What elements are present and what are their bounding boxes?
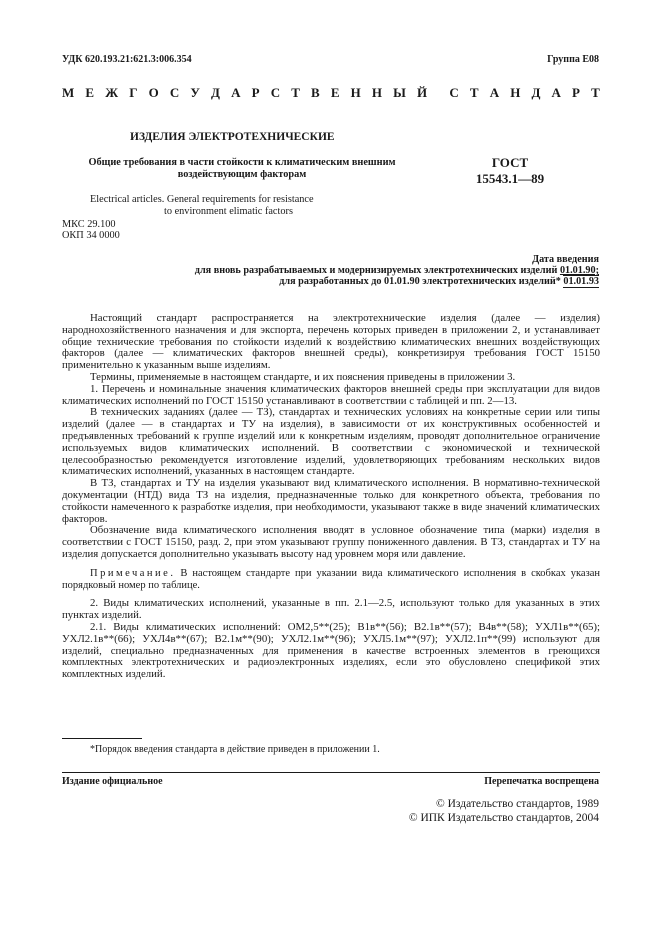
document-subtitle [62, 157, 422, 181]
intro-line-2-text: для разработанных до 01.01.90 электротехнических изделий* [279, 276, 564, 287]
note-label: Примечание. [90, 567, 176, 579]
heading-letter: В [311, 85, 320, 100]
body-paragraph: Термины, применяемые в настоящем стандарте, и их пояснения приведены в приложении 3. [90, 370, 516, 383]
body-paragraph: 2. Виды климатических исполнений, указанные в пп. 2.1—2.5, используют только для указанных в этих пунктах изделий. [62, 597, 600, 622]
heading-letter: М [62, 85, 75, 100]
heading-letter: А [551, 85, 561, 100]
introduction-dates [79, 254, 599, 287]
udk-code: УДК 620.193.21:621.3:006.354 [62, 54, 192, 65]
english-title [90, 194, 314, 218]
note-text: В настоящем стандарте при указании вида климатического исполнения в скобках указан порядковый номер по таблице. [62, 567, 600, 591]
heading-letter: С [270, 85, 281, 100]
heading-letter: О [148, 85, 159, 100]
heading-letter: Т [291, 85, 300, 100]
heading-letter: Т [469, 85, 479, 100]
intro-date-line-1 [79, 265, 599, 276]
document-body [62, 313, 600, 681]
heading-letter: А [489, 85, 500, 100]
heading-letter: Н [510, 85, 521, 100]
body-paragraph: Обозначение вида климатического исполнения вводят в условное обозначение типа (марки) изделия в соответствии с ГОСТ 15150, разд. 2, при этом указывают группу пониженного давления. В ТЗ, стандартах и ТУ на изделия допускается дополнительно указывать высоту над уровнем моря или давление. [62, 524, 600, 560]
standard-type-heading [62, 85, 600, 101]
reprint-prohibited-label: Перепечатка воспрещена [484, 776, 599, 787]
note-paragraph [62, 568, 600, 592]
heading-letter: Е [85, 85, 95, 100]
heading-letter: С [169, 85, 180, 100]
english-title-line-2: to environment elimatic factors [164, 206, 293, 217]
body-paragraph: В ТЗ, стандартах и ТУ на изделия указывают вид климатического исполнения. В нормативно-технической документации (НТД) вида ТЗ на изделия, предназначенные только для конкретного объекта, требования по стойкости намеченного к разработке изделия, при необходимости, указывают также в виде значений климатических факторов. [62, 477, 600, 525]
heading-letter: Г [129, 85, 138, 100]
heading-letter: Т [591, 85, 600, 100]
group-code: Группа Е08 [547, 54, 599, 65]
heading-letter: Д [211, 85, 220, 100]
heading-letter: Й [417, 85, 428, 100]
footnote-divider [62, 738, 142, 739]
classification-codes [62, 219, 120, 241]
intro-date-line-2 [79, 276, 599, 287]
heading-letter: Е [330, 85, 340, 100]
body-paragraph: В технических заданиях (далее — ТЗ), стандартах и технических условиях на конкретные серии или типы изделий (далее — в стандартах и ТУ на изделия), в зависимости от их конструктивных особенностей и предъявленных требований к группе изделий или к конкретным изделиям, проводят дополнительное ограничение используемых видов климатических исполнений. В соответствии с экономической и технической целесообразностью рекомендуется изготовление изделий, удовлетворяющих требованиям нескольких видов климатических исполнений, указанных в настоящем стандарте. [62, 406, 600, 478]
body-paragraph: Настоящий стандарт распространяется на электротехнические изделия (далее — изделия) народнохозяйственного назначения и для экспорта, перечень которых приведен в приложении 2, и устанавливает общие технические требования по стойкости изделий к воздействию климатических внешних воздействующих факторов (далее — климатических факторов внешней среды), конкретизируя требования ГОСТ 15150 применительно к указанным выше изделиям. [62, 312, 600, 372]
intro-line-1-text: для вновь разрабатываемых и модернизируемых электротехнических изделий [194, 265, 560, 276]
gost-designation [460, 155, 560, 187]
subtitle-line-2: воздействующим факторам [177, 169, 307, 180]
heading-letter: А [231, 85, 241, 100]
heading-letter: Д [531, 85, 541, 100]
official-edition-label: Издание официальное [62, 776, 163, 787]
footnote: *Порядок введения стандарта в действие приведен в приложении 1. [90, 744, 380, 755]
heading-letter: Ы [393, 85, 406, 100]
body-paragraph: 1. Перечень и номинальные значения климатических факторов внешней среды при эксплуатации для видов климатических исполнений по ГОСТ 15150 устанавливают в соответствии с таблицей и пп. 2—13. [62, 382, 600, 407]
body-paragraph: 2.1. Виды климатических исполнений: ОМ2,5**(25); В1в**(56); В2.1в**(57); В4в**(58); УХЛ1в**(65); УХЛ2.1в**(66); УХЛ4в**(67); В2.1м**(90); УХЛ2.1м**(96); УХЛ5.1м**(97); УХЛ2.1п**(99) используют для изделий, специально предназначенных для применения в качестве встроенных элементов в греющихся комплектных электротехнических и радиоэлектронных изделиях, если это обусловлено спецификой этих комплектных изделий. [62, 620, 600, 681]
intro-line-1-date: 01.01.90; [559, 265, 599, 276]
heading-letter: У [190, 85, 200, 100]
document-title: ИЗДЕЛИЯ ЭЛЕКТРОТЕХНИЧЕСКИЕ [130, 131, 335, 143]
okp-code: ОКП 34 0000 [62, 230, 120, 241]
heading-letter: С [449, 85, 459, 100]
copyright-line-2: © ИПК Издательство стандартов, 2004 [408, 812, 599, 824]
heading-letter: Р [251, 85, 260, 100]
heading-letter: Н [350, 85, 361, 100]
heading-letter: Р [572, 85, 580, 100]
gost-number: 15543.1—89 [475, 171, 545, 186]
intro-line-2-date: 01.01.93 [563, 276, 599, 287]
english-title-line-1: Electrical articles. General requirements for resistance [90, 194, 314, 205]
copyright-line-1: © Издательство стандартов, 1989 [435, 798, 599, 810]
heading-letter: Н [371, 85, 382, 100]
gost-label: ГОСТ [491, 155, 529, 170]
mks-code: МКС 29.100 [62, 219, 116, 230]
heading-letter: Ж [105, 85, 119, 100]
footer-divider [62, 772, 600, 773]
intro-date-label: Дата введения [532, 254, 599, 265]
subtitle-line-1: Общие требования в части стойкости к климатическим внешним [88, 157, 396, 168]
